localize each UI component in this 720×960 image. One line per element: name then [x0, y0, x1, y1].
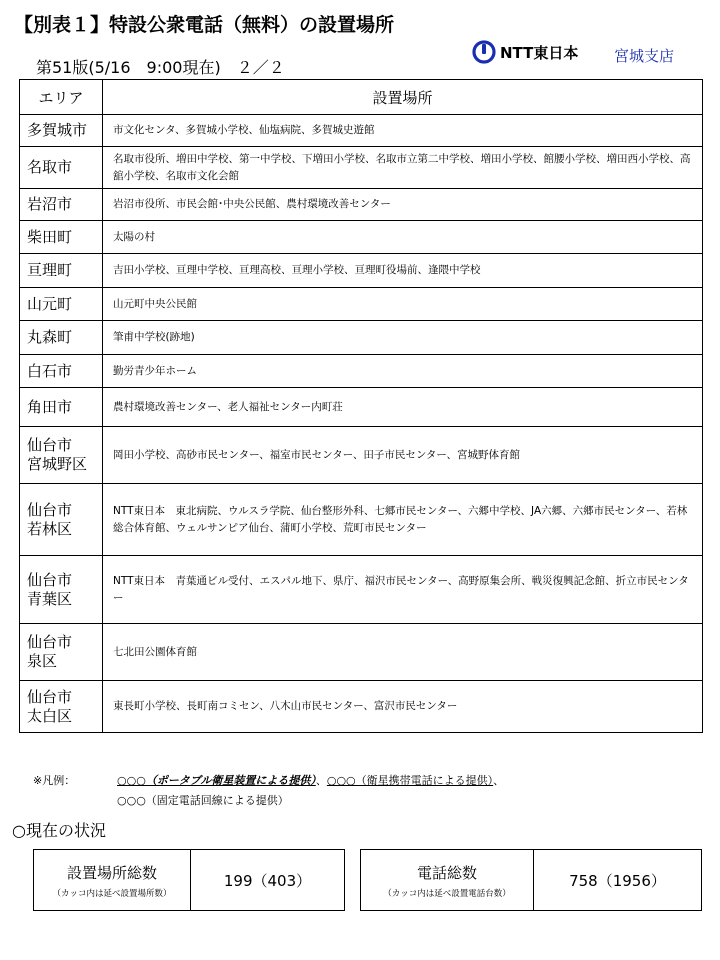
table-row — [20, 147, 703, 189]
area-cell: 丸森町 — [20, 321, 103, 355]
phones-total-box — [360, 849, 702, 911]
phones-note: （カッコ内は延べ設置電話台数） — [383, 888, 511, 899]
area-cell: 柴田町 — [20, 221, 103, 254]
page-title: 【別表１】特設公衆電話（無料）の設置場所 — [14, 14, 395, 36]
header-places: 設置場所 — [103, 80, 703, 115]
legend-portable-satellite: ○○○（ポータブル衛星装置による提供） — [117, 774, 316, 787]
table-row — [20, 388, 703, 427]
branch-name: 宮城支店 — [614, 47, 675, 65]
places-cell: 名取市役所、増田中学校、第一中学校、下増田小学校、名取市立第二中学校、増田小学校、館腰小学校、増田西小学校、高舘小学校、名取市文化会館 — [103, 147, 703, 189]
legend-separator: 、 — [493, 774, 505, 787]
area-cell: 亘理町 — [20, 254, 103, 288]
places-cell: 岩沼市役所、市民会館･中央公民館、農村環境改善センター — [103, 189, 703, 221]
logo-text: NTT東日本 — [500, 43, 579, 62]
table-row — [20, 556, 703, 624]
table-header-row — [20, 80, 703, 115]
locations-note: （カッコ内は延べ設置場所数） — [52, 888, 172, 899]
table-row — [20, 288, 703, 321]
area-cell: 岩沼市 — [20, 189, 103, 221]
area-cell: 仙台市 泉区 — [20, 624, 103, 681]
phones-label-cell — [361, 850, 534, 910]
places-cell: 筆甫中学校(跡地) — [103, 321, 703, 355]
locations-value: 199（403） — [223, 871, 312, 890]
ntt-logo-icon — [472, 40, 496, 64]
area-cell: 仙台市 青葉区 — [20, 556, 103, 624]
table-row — [20, 624, 703, 681]
status-heading: ○現在の状況 — [12, 821, 106, 840]
area-cell: 名取市 — [20, 147, 103, 189]
phones-value: 758（1956） — [569, 871, 666, 890]
area-cell: 多賀城市 — [20, 115, 103, 147]
table-row — [20, 115, 703, 147]
table-row — [20, 321, 703, 355]
places-cell: 七北田公園体育館 — [103, 624, 703, 681]
edition-info: 第51版(5/16 9:00現在) ２／２ — [36, 58, 285, 77]
places-cell: 東長町小学校、長町南コミセン、八木山市民センター、富沢市民センター — [103, 681, 703, 733]
table-row — [20, 484, 703, 556]
ntt-logo — [472, 40, 578, 64]
area-cell: 山元町 — [20, 288, 103, 321]
places-cell: 農村環境改善センター、老人福祉センター内町荘 — [103, 388, 703, 427]
header-area: エリア — [20, 80, 103, 115]
area-cell: 仙台市 太白区 — [20, 681, 103, 733]
legend-satellite-phone: ○○○（衛星携帯電話による提供） — [326, 774, 494, 787]
legend-separator: 、 — [315, 774, 327, 787]
locations-label: 設置場所総数 — [66, 863, 157, 882]
locations-label-cell — [34, 850, 191, 910]
installation-table — [19, 79, 703, 733]
places-cell: NTT東日本 東北病院、ウルスラ学院、仙台整形外科、七郷市民センター、六郷中学校、JA六郷、六郷市民センター、若林総合体育館、ウェルサンピア仙台、蒲町小学校、荒町市民センター — [103, 484, 703, 556]
legend-label: ※凡例： — [33, 774, 76, 787]
locations-total-box — [33, 849, 345, 911]
table-row — [20, 355, 703, 388]
places-cell: 勤労青少年ホーム — [103, 355, 703, 388]
places-cell: 市文化センタ、多賀城小学校、仙塩病院、多賀城史遊館 — [103, 115, 703, 147]
places-cell: 吉田小学校、亘理中学校、亘理高校、亘理小学校、亘理町役場前、逢隈中学校 — [103, 254, 703, 288]
table-row — [20, 681, 703, 733]
places-cell: 山元町中央公民館 — [103, 288, 703, 321]
table-row — [20, 254, 703, 288]
table-row — [20, 189, 703, 221]
table-row — [20, 427, 703, 484]
places-cell: 岡田小学校、高砂市民センター、福室市民センター、田子市民センター、宮城野体育館 — [103, 427, 703, 484]
phones-label: 電話総数 — [416, 863, 477, 882]
legend-line-1 — [117, 772, 504, 788]
table-row — [20, 221, 703, 254]
legend-fixed-line: ○○○（固定電話回線による提供） — [117, 794, 289, 807]
places-cell: NTT東日本 青葉通ビル受付、エスパル地下、県庁、福沢市民センター、高野原集会所、戦災復興記念館、折立市民センター — [103, 556, 703, 624]
area-cell: 角田市 — [20, 388, 103, 427]
legend-line-2 — [117, 792, 289, 808]
area-cell: 白石市 — [20, 355, 103, 388]
places-cell: 太陽の村 — [103, 221, 703, 254]
area-cell: 仙台市 若林区 — [20, 484, 103, 556]
area-cell: 仙台市 宮城野区 — [20, 427, 103, 484]
